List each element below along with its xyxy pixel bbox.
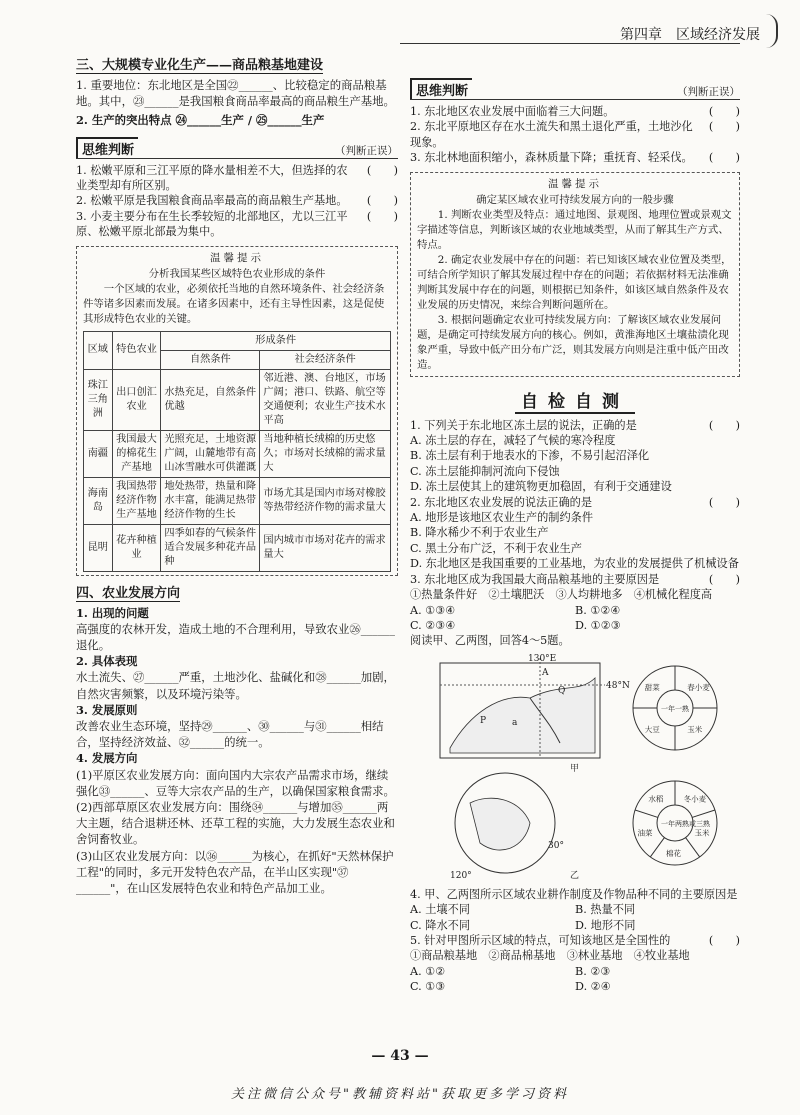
s4-4c: (3)山区农业发展方向：以㊱______为核心，在抓好"天然林保护工程"的同时，多元开发特色农产品，在半山区实现"㊲______"，在山区发展特色农业和特色产品加工业。 [76,848,394,896]
cell-feature: 我国热带经济作物生产基地 [112,477,161,524]
cell-natural: 水热充足，自然条件优越 [161,369,260,430]
think-judge-questions-2 [410,104,740,166]
s4-1: 高强度的农林开发，造成土地的不合理利用，导致农业㉖______退化。 [76,621,395,653]
quiz-q5-paren: ( ) [708,933,740,947]
cell-region: 南疆 [84,430,113,477]
tip-line: 2. 确定农业发展中存在的问题：若已知该区域农业位置及类型，可结合所学知识了解其发展过程中存在的问题；若依据材料无法准确判断其发展中存在的问题，则根据已知条件，如该区域自然条件及农业发展的历史情况，来综合判断问题所在。 [417,253,732,311]
judge2-q-1 [410,104,740,119]
map-yi-label: 乙 [570,870,580,881]
quiz-q2-text: 2. 东北地区农业发展的说法正确的是 [410,495,593,509]
tip-line: 一个区域的农业，必须依托当地的自然环境条件、社会经济条件等诸多因素而发展。在诸多因素中，还有主导性因素，这是促使其形成特色农业的关键。 [83,282,385,325]
map-jia-land [450,678,595,753]
wheel-yi-crop: 玉米 [694,827,710,837]
quiz-q3-options-1: B. ①②④ [575,603,621,617]
think-judge-header-2 [410,78,740,100]
quiz-q2-options-1: B. 降水稀少不利于农业生产 [410,526,549,540]
judge-q-2 [76,193,398,208]
th-soc: 社会经济条件 [260,350,391,369]
map-jia-label: 甲 [570,763,580,774]
cell-region: 海南岛 [84,477,113,524]
cell-region: 昆明 [84,524,113,571]
section-3-title: 三、大规模专业化生产——商品粮基地建设 [76,58,324,73]
judge-q-1-paren: ( ) [366,163,398,177]
chapter-header: 第四章 区域经济发展 [620,27,760,43]
judge2-q-3-text: 3. 东北林地面积缩小，森林质量下降；重抚育、轻采伐。 [410,151,693,165]
tip-line: 确定某区域农业可持续发展方向的一般步骤 [476,193,674,206]
quiz-q5 [410,933,740,948]
table-row [84,477,391,524]
quiz-q5-options-3: D. ②④ [575,980,611,994]
map-yi-lon: 120° [450,870,472,881]
tip-line: 3. 根据问题确定农业可持续发展方向：了解该区域农业发展问题，是确定可持续发展方向的核心。例如，黄淮海地区土壤盐渍化现象严重，导致中低产田分布广泛，则其发展方向则是注重中低产田改造。 [417,313,729,371]
wheel-yi-spoke [635,810,658,817]
map-yi-land [470,798,530,850]
quiz-q3-text: 3. 东北地区成为我国最大商品粮基地的主要原因是 [410,572,660,586]
cell-natural: 四季如春的气候条件适合发展多种花卉品种 [161,524,260,571]
judge-q-3 [76,209,398,240]
judge2-q-1-text: 1. 东北地区农业发展中面临着三大问题。 [410,105,615,118]
cell-region: 珠江三角洲 [84,369,113,430]
quiz-q4-options [410,902,740,933]
s3-item-1: 1. 重要地位：东北地区是全国㉒______、比较稳定的商品粮基地。其中，㉓______是我国粮食商品率最高的商品粮生产基地。 [76,78,395,109]
quiz-q5-options-0: A. ①② [410,964,446,978]
s4-3-title: 3. 发展原则 [76,702,138,717]
quiz-block [410,418,740,995]
cell-social: 邻近港、澳、台地区，市场广阔；港口、铁路、航空等交通便利；农业生产技术水平高 [260,369,391,430]
quiz-q3-options-0: A. ①③④ [410,603,456,617]
wheel-yi-crop: 棉花 [666,848,681,858]
map-yi-lat: 30° [548,840,564,851]
wheel-jia-crop: 玉米 [687,724,703,734]
s4-1-title: 1. 出现的问题 [76,605,149,620]
quiz-q2-options [410,510,740,572]
section-4-title: 四、农业发展方向 [76,585,181,601]
judge-q-2-paren: ( ) [366,194,398,208]
s4-2: 水土流失、㉗______严重，土地沙化、盐碱化和㉘______加剧，自然灾害频繁，以及环境污染等。 [76,670,395,701]
quiz-q3-options [410,603,740,634]
quiz-q5-options-1: B. ②③ [575,964,611,978]
tip-text [83,267,391,327]
tip-title-2: 温馨提示 [548,177,602,190]
quiz-q4 [410,887,740,902]
s4-3: 改善农业生态环境，坚持㉙______、㉚______与㉛______相结合，坚持经济效益、㉜______的统一。 [76,719,384,750]
tip-line: 1. 判断农业类型及特点：通过地图、景观图、地理位置或景观文字描述等信息，判断该区域的农业地域类型，从而了解其生产方式、特点。 [417,208,732,251]
judge-q-2-text: 2. 松嫩平原是我国粮食商品率最高的商品粮生产基地。 [76,194,348,208]
th-feature: 特色农业 [112,331,161,369]
maps-figure [410,653,740,883]
quiz-q1-text: 1. 下列关于东北地区冻土层的说法，正确的是 [410,418,637,432]
quiz-q1 [410,418,740,433]
cell-natural: 地处热带，热量和降水丰富，能满足热带经济作物的生长 [161,477,260,524]
quiz-q1-options [410,433,740,495]
think-judge-title-2: 思维判断 [410,78,472,99]
judge-q-3-paren: ( ) [366,209,398,223]
judge-q-1 [76,163,398,194]
wheel-jia-crop: 甜菜 [644,682,660,692]
quiz-q5-text: 5. 针对甲图所示区域的特点，可知该地区是全国性的 [410,933,671,947]
quiz-q4-options-0: A. 土壤不同 [410,903,470,917]
page-number: — 43 — [371,1048,429,1064]
table-row [84,369,391,430]
wheel-yi-center: 一年两熟或三熟 [661,819,710,828]
wheel-yi-spoke [686,837,700,856]
wheel-yi-spoke [692,810,715,817]
judge-q-1-text: 1. 松嫩平原和三江平原的降水量相差不大，但选择的农业类型却有所区别。 [76,163,348,193]
quiz-read-prompt: 阅读甲、乙两图，回答4～5题。 [410,634,570,648]
wheel-yi-spoke [650,837,664,856]
self-test-banner: 自检自测 [410,387,740,412]
quiz-q4-text: 4. 甲、乙两图所示区域农业耕作制度及作物品种不同的主要原因是 [410,887,738,901]
think-judge-note-2: （判断正误） [677,86,740,98]
th-cond: 形成条件 [161,331,391,350]
map-jia-lon: 130°E [528,653,557,664]
wheel-yi-crop: 水稻 [648,794,664,804]
tip-box-left [76,246,398,576]
think-judge-title: 思维判断 [76,137,138,158]
judge2-q-2-text: 2. 东北平原地区存在水土流失和黑土退化严重，土地沙化现象。 [410,120,693,149]
table-row [84,430,391,477]
quiz-q4-options-1: B. 热量不同 [575,903,636,917]
quiz-q3-options-2: C. ②③④ [410,618,456,632]
header-rule [400,43,740,44]
cell-feature: 花卉种植业 [112,524,161,571]
quiz-q3-paren: ( ) [708,572,740,586]
quiz-q5-options [410,964,740,995]
wheel-jia-crop: 春小麦 [687,682,710,692]
map-jia-P: P [480,715,487,726]
tip-line: 分析我国某些区域特色农业形成的条件 [148,267,326,280]
special-agriculture-table [83,331,391,572]
map-jia-lat: 48°N [606,680,630,691]
s3-item-2: 2. 生产的突出特点 ㉔______生产 / ㉕______生产 [76,113,325,128]
cell-social: 国内城市市场对花卉的需求量大 [260,524,391,571]
cell-social: 当地种植长绒棉的历史悠久；市场对长绒棉的需求量大 [260,430,391,477]
quiz-q1-options-1: B. 冻土层有利于地表水的下渗，不易引起沼泽化 [410,449,650,463]
judge2-q-2-paren: ( ) [708,120,740,134]
wheel-jia-crop: 大豆 [644,724,660,734]
quiz-q3 [410,572,740,587]
quiz-q1-options-2: C. 冻土层能抑制河流向下侵蚀 [410,464,560,478]
quiz-q5-options-2: C. ①③ [410,980,446,994]
quiz-q2 [410,495,740,510]
s4-4-title: 4. 发展方向 [76,751,138,766]
map-jia-Q: Q [558,685,566,696]
wheel-yi-crop: 冬小麦 [683,794,707,804]
th-region: 区域 [84,331,113,369]
s4-4b: (2)西部草原区农业发展方向：围绕㉞______与增加㉟______两大主题，结合退耕还林、还草工程的实施，大力发展生态农业和舍饲畜牧业。 [76,800,395,847]
tip-box-right [410,172,740,377]
think-judge-questions [76,163,398,240]
think-judge-note: （判断正误） [335,144,398,157]
judge2-q-3 [410,150,740,165]
right-column [410,78,740,995]
header-decoration [764,14,778,48]
table-row [84,524,391,571]
maps-svg [410,653,740,883]
quiz-q1-paren: ( ) [708,418,740,432]
cell-natural: 光照充足，土地资源广阔，山麓地带有高山冰雪融水可供灌溉 [161,430,260,477]
left-column [76,52,398,896]
quiz-q5-statements: ①商品粮基地 ②商品棉基地 ③林业基地 ④牧业基地 [410,949,690,963]
tip-title: 温馨提示 [210,251,264,264]
quiz-q3-options-3: D. ①②③ [575,618,621,632]
quiz-q2-paren: ( ) [708,495,740,509]
cell-social: 市场尤其是国内市场对橡胶等热带经济作物的需求量大 [260,477,391,524]
quiz-q1-options-0: A. 冻土层的存在，减轻了气候的寒冷程度 [410,434,616,448]
quiz-q4-options-2: C. 降水不同 [410,918,471,932]
map-jia-a: a [512,717,518,728]
quiz-q2-options-0: A. 地形是该地区农业生产的制约条件 [410,511,594,525]
judge2-q-3-paren: ( ) [708,151,740,165]
quiz-q2-options-3: D. 东北地区是我国重要的工业基地，为农业的发展提供了机械设备 [410,557,739,571]
map-jia-A: A [542,667,549,678]
quiz-q4-options-3: D. 地形不同 [575,918,636,932]
footer-note: 关注微信公众号"教辅资料站"获取更多学习资料 [231,1087,569,1102]
cell-feature: 我国最大的棉花生产基地 [112,430,161,477]
th-nat: 自然条件 [161,350,260,369]
s4-2-title: 2. 具体表现 [76,654,138,669]
wheel-yi-crop: 油菜 [637,827,653,837]
think-judge-header [76,137,398,159]
cell-feature: 出口创汇农业 [112,369,161,430]
tip-text-2 [417,193,733,373]
quiz-q2-options-2: C. 黑土分布广泛，不利于农业生产 [410,541,582,555]
s4-4a: (1)平原区农业发展方向：面向国内大宗农产品需求市场，继续强化㉝______、豆等大宗农产品的生产，以确保国家粮食需求。 [76,767,395,798]
quiz-q3-statements: ①热量条件好 ②土壤肥沃 ③人均耕地多 ④机械化程度高 [410,588,713,602]
judge-q-3-text: 3. 小麦主要分布在生长季较短的北部地区，尤以三江平原、松嫩平原北部最为集中。 [76,209,348,239]
judge2-q-2 [410,119,740,150]
judge2-q-1-paren: ( ) [708,105,740,118]
quiz-q1-options-3: D. 冻土层使其上的建筑物更加稳固，有利于交通建设 [410,480,672,494]
wheel-jia-center: 一年一熟 [661,704,689,713]
